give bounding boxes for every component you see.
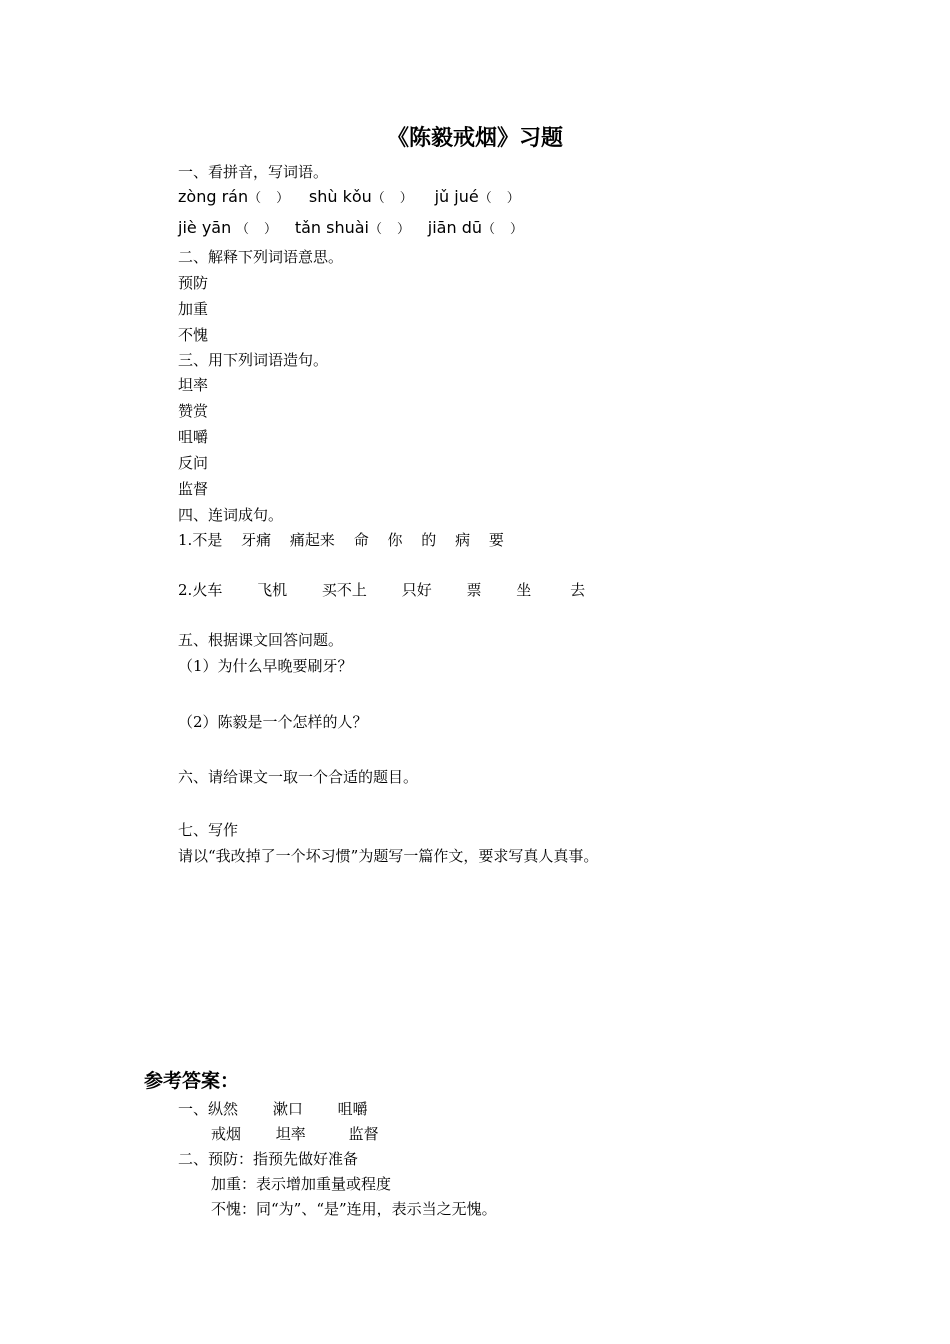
answer-1-row-2 bbox=[211, 1124, 379, 1144]
answer-word: 坦率 bbox=[275, 1125, 306, 1143]
vocab-word: 坦率 bbox=[178, 376, 209, 394]
word-chip: 你 bbox=[387, 531, 403, 549]
pinyin-item: zòng rán bbox=[178, 187, 249, 206]
pinyin-row-1 bbox=[178, 187, 521, 209]
answer-2-line-1 bbox=[178, 1149, 358, 1169]
section-1-heading: 一、看拼音，写词语。 bbox=[178, 163, 329, 181]
vocab-word: 反问 bbox=[178, 454, 209, 472]
pinyin-item: jǔ jué bbox=[434, 187, 479, 206]
reading-question-1: （1）为什么早晚要刷牙？ bbox=[178, 657, 353, 675]
reading-question-2: （2）陈毅是一个怎样的人？ bbox=[178, 713, 368, 731]
answer-blank: （ ） bbox=[482, 222, 525, 237]
section-6-heading: 六、请给课文一取一个合适的题目。 bbox=[178, 768, 419, 786]
pinyin-item: jiè yān bbox=[178, 218, 232, 237]
section-2-heading: 二、解释下列词语意思。 bbox=[178, 248, 344, 266]
answer-definition: 加重：表示增加重量或程度 bbox=[211, 1175, 392, 1193]
answer-word: 监督 bbox=[348, 1125, 379, 1143]
word-chip: 票 bbox=[466, 581, 482, 599]
pinyin-row-2 bbox=[178, 218, 524, 240]
answers-heading: 参考答案： bbox=[144, 1070, 240, 1092]
answer-word: 漱口 bbox=[272, 1100, 303, 1118]
answer-blank: （ ） bbox=[248, 191, 291, 206]
vocab-word: 咀嚼 bbox=[178, 428, 209, 446]
vocab-word: 预防 bbox=[178, 274, 209, 292]
vocab-word: 监督 bbox=[178, 480, 209, 498]
word-order-question-1 bbox=[178, 530, 504, 550]
word-chip: 火车 bbox=[192, 581, 223, 599]
question-number: 1. bbox=[178, 531, 193, 549]
answer-label: 二、 bbox=[178, 1150, 209, 1168]
word-chip: 病 bbox=[455, 531, 471, 549]
answer-word: 戒烟 bbox=[211, 1125, 242, 1143]
pinyin-item: tǎn shuài bbox=[294, 218, 369, 237]
answer-word: 咀嚼 bbox=[337, 1100, 368, 1118]
pinyin-item: jiān dū bbox=[427, 218, 482, 237]
word-chip: 飞机 bbox=[257, 581, 288, 599]
word-chip: 买不上 bbox=[321, 581, 367, 599]
answer-1-row-1 bbox=[178, 1099, 368, 1119]
word-chip: 命 bbox=[353, 531, 369, 549]
answer-blank: （ ） bbox=[368, 222, 411, 237]
section-5-heading: 五、根据课文回答问题。 bbox=[178, 631, 344, 649]
vocab-word: 不愧 bbox=[178, 326, 209, 344]
word-chip: 要 bbox=[488, 531, 504, 549]
word-chip: 痛起来 bbox=[289, 531, 335, 549]
writing-prompt: 请以“我改掉了一个坏习惯”为题写一篇作文，要求写真人真事。 bbox=[178, 847, 599, 865]
answer-label: 一、 bbox=[178, 1100, 209, 1118]
vocab-word: 赞赏 bbox=[178, 402, 209, 420]
answer-blank: （ ） bbox=[478, 191, 521, 206]
word-chip: 坐 bbox=[516, 581, 532, 599]
section-4-heading: 四、连词成句。 bbox=[178, 506, 284, 524]
word-order-question-2 bbox=[178, 580, 585, 600]
word-chip: 牙痛 bbox=[241, 531, 272, 549]
answer-word: 纵然 bbox=[208, 1100, 239, 1118]
word-chip: 去 bbox=[570, 581, 586, 599]
word-chip: 的 bbox=[421, 531, 437, 549]
answer-blank: （ ） bbox=[371, 191, 414, 206]
section-7-heading: 七、写作 bbox=[178, 821, 239, 839]
answer-definition: 预防：指预先做好准备 bbox=[208, 1150, 359, 1168]
question-number: 2. bbox=[178, 581, 193, 599]
answer-definition: 不愧：同“为”、“是”连用，表示当之无愧。 bbox=[211, 1200, 497, 1218]
section-3-heading: 三、用下列词语造句。 bbox=[178, 351, 329, 369]
answer-blank: （ ） bbox=[236, 222, 279, 237]
vocab-word: 加重 bbox=[178, 300, 209, 318]
word-chip: 不是 bbox=[192, 531, 223, 549]
worksheet-title: 《陈毅戒烟》习题 bbox=[386, 125, 563, 151]
pinyin-item: shù kǒu bbox=[308, 187, 372, 206]
word-chip: 只好 bbox=[401, 581, 432, 599]
